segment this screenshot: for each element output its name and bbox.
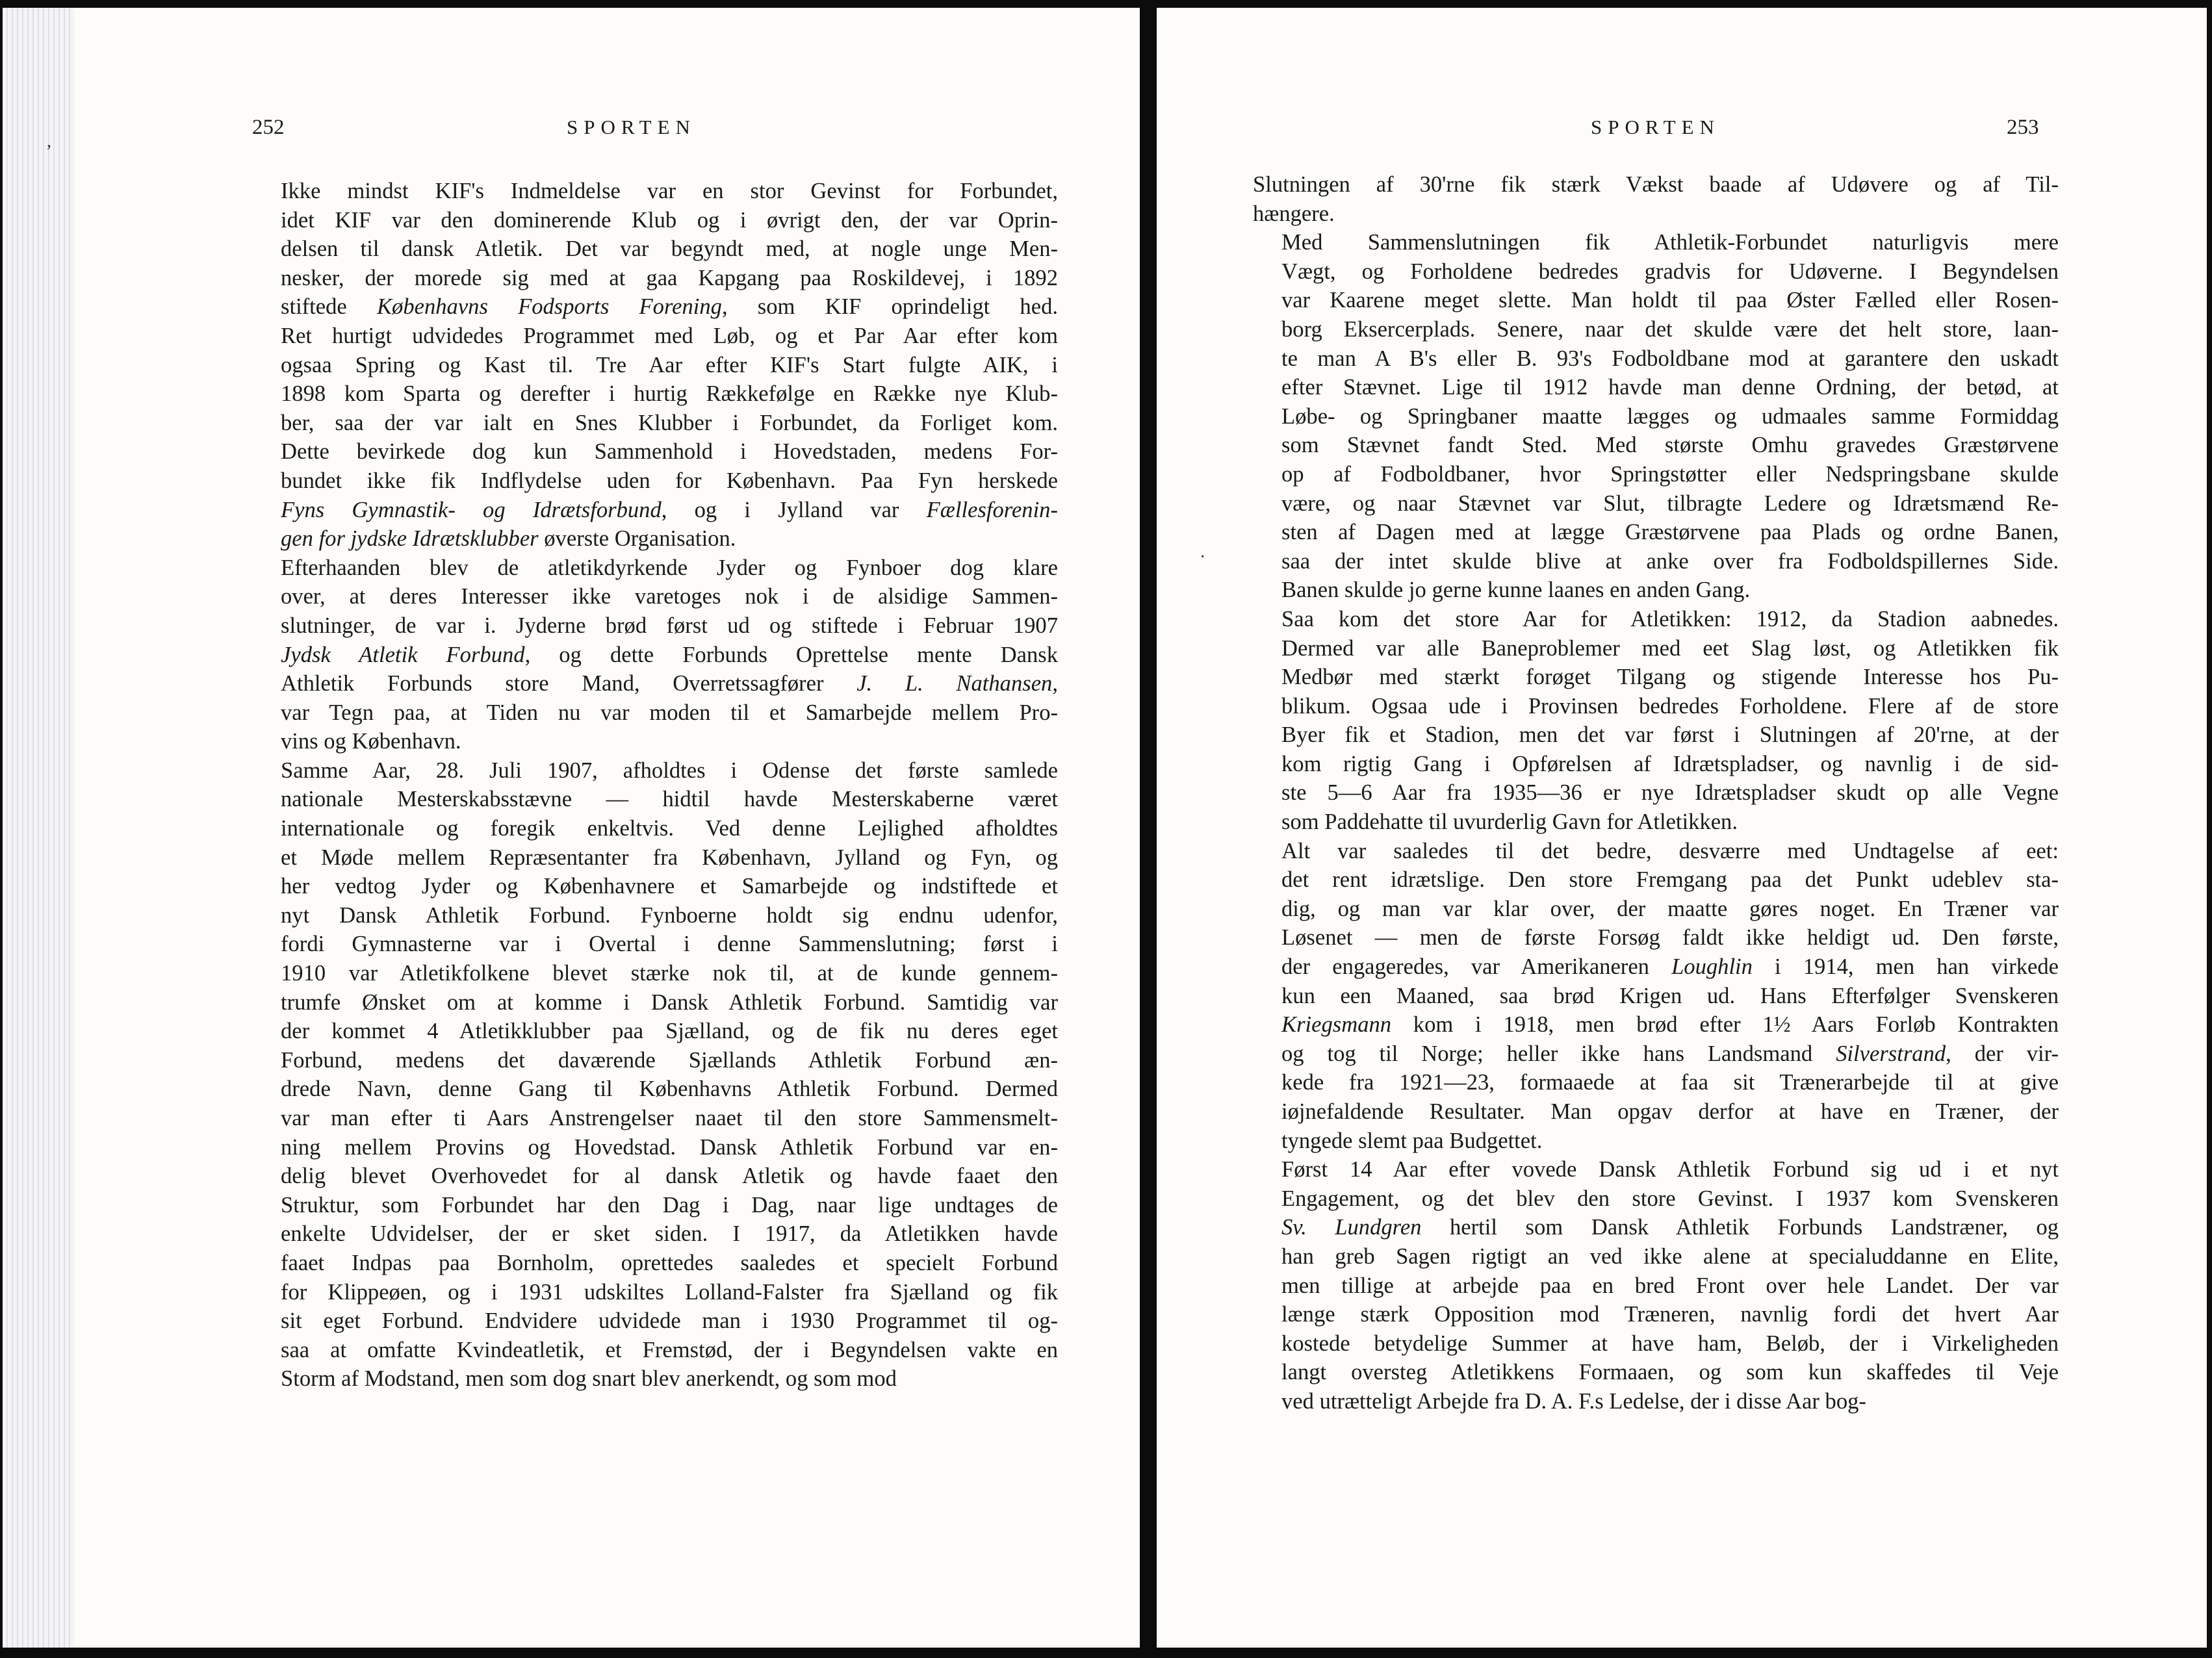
text-line: drede Navn, denne Gang til Københavns Athletik Forbund. Dermed (281, 1077, 1058, 1102)
text-line: gen for jydske Idrætsklubber øverste Organisation. (281, 526, 736, 552)
text-line: Forbund, medens det daværende Sjællands Athletik Forbund æn- (281, 1047, 1058, 1073)
text-line: borg Eksercerplads. Senere, naar det skulde være det helt store, laan- (1281, 316, 2059, 342)
text-line: Løsenet — men de første Forsøg faldt ikke heldigt ud. Den første, (1281, 925, 2059, 950)
page-number: 253 (2007, 116, 2039, 139)
right-book-page (1157, 8, 2207, 1648)
text-line: internationale og foregik enkeltvis. Ved denne Lejlighed afholdtes (281, 816, 1058, 841)
text-line: ogsaa Spring og Kast til. Tre Aar efter KIF's Start fulgte AIK, i (281, 352, 1058, 377)
text-line: kun een Maaned, saa brød Krigen ud. Hans Efterfølger Svenskeren (1281, 983, 2059, 1008)
text-line: ved utrætteligt Arbejde fra D. A. F.s Ledelse, der i disse Aar bog- (1281, 1388, 1866, 1414)
text-line: hængere. (1253, 201, 1335, 226)
paragraph (252, 756, 1058, 1394)
text-line: Athletik Forbunds store Mand, Overretssagfører J. L. Nathansen, (281, 671, 1058, 696)
text-line: 1898 kom Sparta og derefter i hurtig Rækkefølge en Række nye Klub- (281, 381, 1058, 407)
text-line: dig, og man var klar over, der maatte gøres noget. En Træner var (1281, 896, 2059, 921)
paragraph (1253, 1155, 2059, 1416)
text-line: der kommet 4 Atletikklubber paa Sjælland, og de fik nu deres eget (281, 1019, 1058, 1044)
right-text-column (1253, 170, 2059, 1416)
text-line: ste 5—6 Aar fra 1935—36 er nye Idrætspladser skudt op alle Vegne (1281, 780, 2059, 806)
text-line: iøjnefaldende Resultater. Man opgav derfor at have en Træner, der (1281, 1099, 2059, 1124)
text-line: kede fra 1921—23, formaaede at faa sit Trænerarbejde til at give (1281, 1070, 2059, 1095)
text-line: ning mellem Provins og Hovedstad. Dansk Athletik Forbund var en- (281, 1134, 1058, 1160)
text-line: ber, saa der var ialt en Snes Klubber i Forbundet, da Forliget kom. (281, 410, 1058, 435)
paragraph (1253, 170, 2059, 228)
left-text-column (252, 177, 1058, 1394)
running-head: SPORTEN (1591, 116, 1720, 138)
text-line: han greb Sagen rigtigt an ved ikke alene at specialuddanne en Elite, (1281, 1244, 2059, 1269)
text-line: men tillige at arbejde paa en bred Front over hele Landet. Der var (1281, 1273, 2059, 1298)
page-number: 252 (252, 116, 285, 139)
text-line: nyt Dansk Athletik Forbund. Fynboerne holdt sig endnu udenfor, (281, 902, 1058, 928)
text-line: Saa kom det store Aar for Atletikken: 1912, da Stadion aabnedes. (1281, 606, 2059, 631)
text-line: Banen skulde jo gerne kunne laanes en anden Gang. (1281, 578, 1751, 603)
page-edges (3, 8, 74, 1648)
text-line: som Stævnet fandt Sted. Med største Omhu gravedes Græstørvene (1281, 433, 2059, 458)
text-line: op af Fodboldbaner, hvor Springstøtter eller Nedspringsbane skulde (1281, 461, 2059, 487)
text-line: enkelte Udvidelser, der er sket siden. I 1917, da Atletikken havde (281, 1221, 1058, 1247)
text-line: bundet ikke fik Indflydelse uden for København. Paa Fyn herskede (281, 468, 1058, 493)
text-line: sit eget Forbund. Endvidere udvidede man i 1930 Programmet til og- (281, 1308, 1058, 1334)
paragraph (252, 554, 1058, 756)
text-line: Dette bevirkede dog kun Sammenhold i Hovedstaden, medens For- (281, 439, 1058, 465)
text-line: stiftede Københavns Fodsports Forening, som KIF oprindeligt hed. (281, 294, 1058, 320)
text-line: som Paddehatte til uvurderlig Gavn for Atletikken. (1281, 810, 1738, 835)
text-line: Ikke mindst KIF's Indmeldelse var en stor Gevinst for Forbundet, (281, 179, 1058, 203)
text-line: Løbe- og Springbaner maatte lægges og udmaales samme Formiddag (1281, 403, 2059, 429)
text-line: Engagement, og det blev den store Gevinst. I 1937 kom Svenskeren (1281, 1186, 2059, 1211)
text-line: efter Stævnet. Lige til 1912 havde man denne Ordning, der betød, at (1281, 375, 2059, 400)
text-line: her vedtog Jyder og Københavnere et Samarbejde og indstiftede et (281, 874, 1058, 899)
text-line: te man A B's eller B. 93's Fodboldbane mod at garantere den uskadt (1281, 346, 2059, 371)
text-line: delsen til dansk Atletik. Det var begyndt med, at nogle unge Men- (281, 236, 1058, 262)
text-line: Struktur, som Forbundet har den Dag i Dag, naar lige undtages de (281, 1192, 1058, 1218)
text-line: det rent idrætslige. Den store Fremgang paa det Punkt udeblev sta- (1281, 867, 2059, 893)
text-line: fordi Gymnasterne var i Overtal i denne Sammenslutning; først i (281, 932, 1058, 957)
running-head: SPORTEN (567, 116, 696, 138)
text-line: et Møde mellem Repræsentanter fra København, Jylland og Fyn, og (281, 845, 1058, 870)
text-line: langt oversteg Atletikkens Formaaen, og som kun skaffedes til Veje (1281, 1360, 2059, 1385)
text-line: over, at deres Interesser ikke varetoges nok i de alsidige Sammen- (281, 584, 1058, 609)
left-book-page (3, 8, 1140, 1648)
text-line: der engageredes, var Amerikaneren Loughlin i 1914, men han virkede (1281, 954, 2059, 980)
paragraph (1253, 605, 2059, 837)
text-line: Samme Aar, 28. Juli 1907, afholdtes i Odense det første samlede (281, 758, 1058, 783)
text-line: Fyns Gymnastik- og Idrætsforbund, og i Jylland var Fællesforenin- (281, 497, 1058, 522)
text-line: Først 14 Aar efter vovede Dansk Athletik Forbund sig ud i et nyt (1281, 1157, 2059, 1182)
paragraph (252, 177, 1058, 554)
paragraph (1253, 837, 2059, 1156)
text-line: faaet Indpas paa Bornholm, oprettedes saaledes et specielt Forbund (281, 1250, 1058, 1275)
text-line: 1910 var Atletikfolkene blevet stærke nok til, at de kunde gennem- (281, 961, 1058, 986)
text-line: Byer fik et Stadion, men det var først i Slutningen af 20'rne, at der (1281, 722, 2059, 748)
text-line: Dermed var alle Baneproblemer med eet Slag løst, og Atletikken fik (1281, 635, 2059, 661)
text-line: længe stærk Opposition mod Træneren, navnlig fordi det hvert Aar (1281, 1302, 2059, 1327)
text-line: og tog til Norge; heller ikke hans Landsmand Silverstrand, der vir- (1281, 1041, 2059, 1066)
text-line: Med Sammenslutningen fik Athletik-Forbundet naturligvis mere (1281, 230, 2059, 255)
text-line: Storm af Modstand, men som dog snart blev anerkendt, og som mod (281, 1366, 897, 1392)
text-line: Jydsk Atletik Forbund, og dette Forbunds Oprettelse mente Dansk (281, 642, 1058, 667)
text-line: tyngede slemt paa Budgettet. (1281, 1128, 1543, 1153)
text-line: vins og København. (281, 729, 461, 754)
text-line: var man efter ti Aars Anstrengelser naaet til den store Sammensmelt- (281, 1106, 1058, 1130)
text-line: blikum. Ogsaa ude i Provinsen bedredes Forholdene. Flere af de store (1281, 693, 2059, 719)
ink-speck: · (1200, 547, 1206, 567)
text-line: idet KIF var den dominerende Klub og i øvrigt den, der var Oprin- (281, 207, 1058, 233)
text-line: saa at omfatte Kvindeatletik, et Fremstød, der i Begyndelsen vakte en (281, 1337, 1058, 1362)
text-line: Ret hurtigt udvidedes Programmet med Løb, og et Par Aar efter kom (281, 323, 1058, 348)
text-line: nesker, der morede sig med at gaa Kapgang paa Roskildevej, i 1892 (281, 265, 1058, 290)
text-line: Sv. Lundgren hertil som Dansk Athletik Forbunds Landstræner, og (1281, 1215, 2059, 1240)
paragraph (1253, 228, 2059, 605)
text-line: nationale Mesterskabsstævne — hidtil havde Mesterskaberne været (281, 787, 1058, 812)
text-line: Alt var saaledes til det bedre, desværre med Undtagelse af eet: (1281, 838, 2059, 863)
text-line: kostede betydelige Summer at have ham, Beløb, der i Virkeligheden (1281, 1331, 2059, 1356)
text-line: Vægt, og Forholdene bedredes gradvis for Udøverne. I Begyndelsen (1281, 259, 2059, 284)
text-line: trumfe Ønsket om at komme i Dansk Athletik Forbund. Samtidig var (281, 989, 1058, 1015)
text-line: delig blevet Overhovedet for al dansk Atletik og havde faaet den (281, 1164, 1058, 1189)
text-line: sten af Dagen med at lægge Græstørvene paa Plads og ordne Banen, (1281, 520, 2059, 545)
text-line: være, og naar Stævnet var Slut, tilbragte Ledere og Idrætsmænd Re- (1281, 491, 2059, 516)
text-line: Medbør med stærkt forøget Tilgang og stigende Interesse hos Pu- (1281, 665, 2059, 690)
text-line: var Tegn paa, at Tiden nu var moden til et Samarbejde mellem Pro- (281, 700, 1058, 725)
text-line: saa der intet skulde blive at anke over fra Fodboldspillernes Side. (1281, 548, 2059, 574)
text-line: kom rigtig Gang i Opførelsen af Idrætspladser, og navnlig i de sid- (1281, 751, 2059, 776)
text-line: for Klippeøen, og i 1931 udskiltes Lolland-Falster fra Sjælland og fik (281, 1279, 1058, 1305)
text-line: Efterhaanden blev de atletikdyrkende Jyder og Fynboer dog klare (281, 555, 1058, 580)
text-line: Kriegsmann kom i 1918, men brød efter 1½ Aars Forløb Kontrakten (1281, 1012, 2059, 1038)
text-line: slutninger, de var i. Jyderne brød først ud og stiftede i Februar 1907 (281, 613, 1058, 638)
ink-speck: , (47, 131, 51, 151)
text-line: var Kaarene meget slette. Man holdt til paa Øster Fælled eller Rosen- (1281, 288, 2059, 313)
text-line: Slutningen af 30'rne fik stærk Vækst baade af Udøvere og af Til- (1253, 172, 2059, 197)
